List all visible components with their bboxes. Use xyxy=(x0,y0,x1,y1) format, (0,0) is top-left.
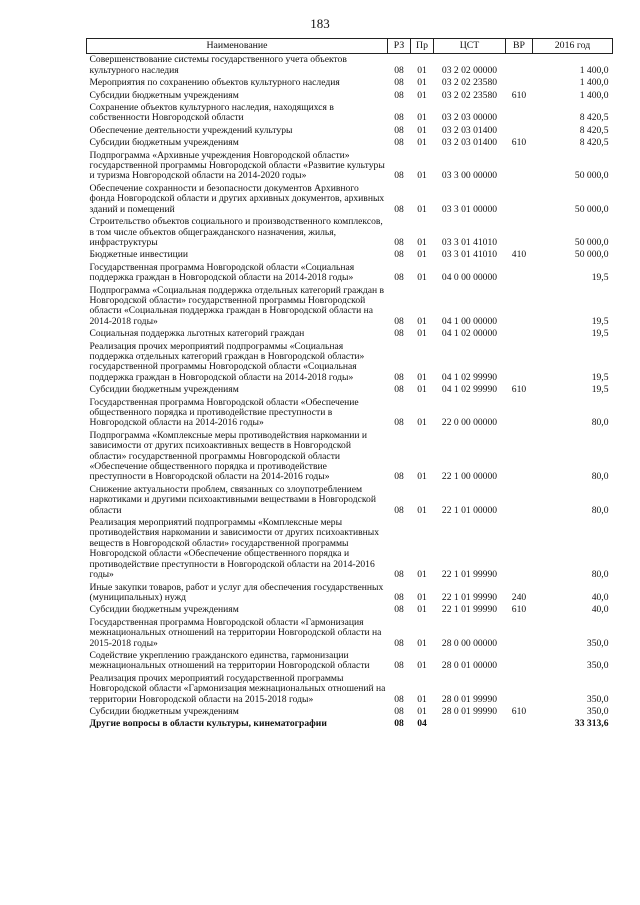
cell-sum: 350,0 xyxy=(586,705,609,717)
cell-name: Реализация мероприятий подпрограммы «Комплексные меры противодействия наркомании и зависимости от других психоактивных веществ в Новгородской области» государственной программы Новгородской области «Обеспечение общественного порядка и противодействие преступности в Новгородской области на 2014-2016 годы» xyxy=(89,517,380,581)
cell-vr: 610 xyxy=(511,604,527,616)
cell-pr: 01 xyxy=(417,272,427,284)
cell-rz: 08 xyxy=(394,328,404,340)
cell-name: Другие вопросы в области культуры, кинематографии xyxy=(89,718,327,730)
cell-vr xyxy=(506,262,533,285)
cell-pr: 01 xyxy=(417,124,427,136)
cell-rz: 08 xyxy=(394,112,404,124)
cell-sum: 33 313,6 xyxy=(574,718,609,730)
cell-pr: 01 xyxy=(417,89,427,101)
cell-sum: 1 400,0 xyxy=(579,89,609,101)
table-row xyxy=(87,137,613,149)
cell-sum: 350,0 xyxy=(586,693,609,705)
cell-name: Обеспечение сохранности и безопасности документов Архивного фонда Новгородской области и других архивных документов, архивных зданий и помещений xyxy=(89,182,385,215)
cell-rz: 08 xyxy=(394,203,404,215)
cell-pr: 04 xyxy=(417,718,427,730)
cell-rz: 08 xyxy=(394,272,404,284)
cell-name: Обеспечение деятельности учреждений культуры xyxy=(89,124,293,136)
header-cst: ЦСТ xyxy=(434,39,506,54)
cell-cst: 22 1 00 00000 xyxy=(441,471,498,483)
cell-name: Субсидии бюджетным учреждениям xyxy=(89,705,239,717)
table-row xyxy=(87,249,613,261)
cell-sum: 50 000,0 xyxy=(574,236,609,248)
cell-vr xyxy=(506,718,533,730)
cell-vr xyxy=(506,102,533,125)
cell-sum: 50 000,0 xyxy=(574,203,609,215)
page-number: 183 xyxy=(310,16,330,31)
cell-vr xyxy=(506,617,533,650)
cell-cst: 03 3 01 00000 xyxy=(441,203,498,215)
cell-vr xyxy=(506,341,533,385)
cell-cst: 03 3 01 41010 xyxy=(441,236,498,248)
cell-sum: 80,0 xyxy=(591,417,609,429)
cell-name: Совершенствование системы государственного учета объектов культурного наследия xyxy=(89,54,347,76)
table-row xyxy=(87,484,613,517)
header-pr: Пр xyxy=(411,39,434,54)
cell-vr: 610 xyxy=(511,705,527,717)
table-header-row xyxy=(87,39,613,54)
cell-name: Подпрограмма «Комплексные меры противодействия наркомании и зависимости от других психоактивных веществ в Новгородской области» государственной программы Новгородской области «Обеспечение общественного порядка и противодействие преступности в Новгородской области на 2014-2016 годы» xyxy=(89,429,368,483)
cell-vr xyxy=(506,54,533,77)
cell-cst: 03 2 02 23580 xyxy=(441,89,498,101)
cell-pr: 01 xyxy=(417,249,427,261)
cell-name: Субсидии бюджетным учреждениям xyxy=(89,384,239,396)
cell-vr xyxy=(506,216,533,249)
cell-rz: 08 xyxy=(394,591,404,603)
cell-cst: 04 1 02 99990 xyxy=(441,371,498,383)
cell-cst: 03 2 02 00000 xyxy=(441,64,498,76)
cell-sum: 350,0 xyxy=(586,637,609,649)
cell-name: Подпрограмма «Архивные учреждения Новгородской области» государственной программы Новгородской области «Развитие культуры и туризма Новгородской области на 2014-2020 годы» xyxy=(89,149,385,182)
table-row xyxy=(87,582,613,605)
cell-cst: 28 0 01 00000 xyxy=(441,660,498,672)
cell-pr: 01 xyxy=(417,637,427,649)
cell-rz: 08 xyxy=(394,471,404,483)
cell-pr: 01 xyxy=(417,660,427,672)
cell-rz: 08 xyxy=(394,77,404,89)
cell-sum: 1 400,0 xyxy=(579,77,609,89)
cell-rz: 08 xyxy=(394,660,404,672)
cell-pr: 01 xyxy=(417,504,427,516)
cell-name: Государственная программа Новгородской области «Социальная поддержка граждан в Новгородской области на 2014-2018 годы» xyxy=(89,261,355,284)
cell-sum: 80,0 xyxy=(591,504,609,516)
cell-cst: 22 1 01 00000 xyxy=(441,504,498,516)
cell-vr: 410 xyxy=(511,249,527,261)
cell-rz: 08 xyxy=(394,569,404,581)
cell-name: Строительство объектов социального и производственного комплексов, в том числе объектов общегражданского назначения, жилья, инфраструктуры xyxy=(89,216,383,248)
cell-vr: 610 xyxy=(511,384,527,396)
cell-pr: 01 xyxy=(417,77,427,89)
cell-rz: 08 xyxy=(394,315,404,327)
cell-pr: 01 xyxy=(417,705,427,717)
cell-pr: 01 xyxy=(417,137,427,149)
cell-name: Социальная поддержка льготных категорий граждан xyxy=(89,328,305,340)
table-row xyxy=(87,216,613,249)
table-row xyxy=(87,384,613,396)
cell-vr: 610 xyxy=(511,89,527,101)
cell-cst: 03 2 03 00000 xyxy=(441,112,498,124)
cell-pr: 01 xyxy=(417,236,427,248)
cell-sum: 50 000,0 xyxy=(574,170,609,182)
table-row xyxy=(87,90,613,102)
cell-pr: 01 xyxy=(417,203,427,215)
cell-sum: 19,5 xyxy=(591,371,609,383)
table-row xyxy=(87,673,613,706)
cell-rz: 08 xyxy=(394,137,404,149)
cell-cst: 04 1 02 00000 xyxy=(441,328,498,340)
table-row xyxy=(87,102,613,125)
cell-sum: 40,0 xyxy=(591,604,609,616)
cell-vr xyxy=(506,77,533,89)
cell-rz: 08 xyxy=(394,417,404,429)
table-row xyxy=(87,125,613,137)
cell-rz: 08 xyxy=(394,236,404,248)
cell-pr: 01 xyxy=(417,569,427,581)
cell-name: Содействие укреплению гражданского единства, гармонизации межнациональных отношений на территории Новгородской области xyxy=(89,649,370,672)
cell-pr: 01 xyxy=(417,64,427,76)
cell-name: Субсидии бюджетным учреждениям xyxy=(89,89,239,101)
cell-sum: 80,0 xyxy=(591,471,609,483)
cell-vr xyxy=(506,125,533,137)
cell-name: Субсидии бюджетным учреждениям xyxy=(89,137,239,149)
cell-sum: 19,5 xyxy=(591,315,609,327)
cell-rz: 08 xyxy=(394,89,404,101)
table-row xyxy=(87,706,613,718)
cell-sum: 19,5 xyxy=(591,328,609,340)
cell-name: Реализация прочих мероприятий подпрограммы «Социальная поддержка отдельных категорий граждан в Новгородской области» государственной программы Новгородской области «Социальная поддержка граждан в Новгородской области на 2014-2018 годы» xyxy=(89,340,365,383)
cell-cst: 03 3 00 00000 xyxy=(441,170,498,182)
cell-pr: 01 xyxy=(417,112,427,124)
cell-name: Государственная программа Новгородской области «Обеспечение общественного порядка и противодействие преступности в Новгородской области на 2014-2016 годы» xyxy=(89,396,359,429)
cell-pr: 01 xyxy=(417,693,427,705)
table-row xyxy=(87,328,613,340)
table-row xyxy=(87,617,613,650)
table-row xyxy=(87,77,613,89)
table-row xyxy=(87,650,613,673)
cell-cst: 03 2 03 01400 xyxy=(441,124,498,136)
cell-vr xyxy=(506,484,533,517)
cell-vr: 240 xyxy=(511,591,527,603)
cell-name: Иные закупки товаров, работ и услуг для обеспечения государственных (муниципальных) нужд xyxy=(89,581,384,603)
cell-cst: 28 0 00 00000 xyxy=(441,637,498,649)
cell-vr xyxy=(506,673,533,706)
table-row xyxy=(87,150,613,183)
cell-sum: 19,5 xyxy=(591,384,609,396)
cell-sum: 8 420,5 xyxy=(579,137,609,149)
cell-vr xyxy=(506,285,533,329)
cell-cst: 22 0 00 00000 xyxy=(441,417,498,429)
cell-rz: 08 xyxy=(394,693,404,705)
cell-name: Сохранение объектов культурного наследия, находящихся в собственности Новгородской области xyxy=(89,102,334,124)
cell-cst: 04 0 00 00000 xyxy=(441,272,498,284)
cell-rz: 08 xyxy=(394,64,404,76)
cell-cst: 22 1 01 99990 xyxy=(441,604,498,616)
cell-vr xyxy=(506,183,533,216)
cell-pr: 01 xyxy=(417,604,427,616)
table-row xyxy=(87,718,613,730)
cell-cst: 03 2 03 01400 xyxy=(441,137,498,149)
header-name: Наименование xyxy=(87,39,388,54)
cell-rz: 08 xyxy=(394,384,404,396)
table-row xyxy=(87,262,613,285)
cell-rz: 08 xyxy=(394,371,404,383)
cell-rz: 08 xyxy=(394,718,404,730)
cell-vr xyxy=(506,650,533,673)
cell-name: Субсидии бюджетным учреждениям xyxy=(89,604,239,616)
cell-cst: 22 1 01 99990 xyxy=(441,569,498,581)
cell-vr xyxy=(506,150,533,183)
table-row xyxy=(87,430,613,484)
cell-vr xyxy=(506,430,533,484)
cell-rz: 08 xyxy=(394,637,404,649)
cell-rz: 08 xyxy=(394,170,404,182)
cell-sum: 19,5 xyxy=(591,272,609,284)
cell-sum: 80,0 xyxy=(591,569,609,581)
cell-sum: 50 000,0 xyxy=(574,249,609,261)
cell-pr: 01 xyxy=(417,417,427,429)
cell-cst: 04 1 02 99990 xyxy=(441,384,498,396)
cell-pr: 01 xyxy=(417,371,427,383)
cell-vr xyxy=(506,328,533,340)
header-sum: 2016 год xyxy=(533,39,613,54)
cell-name: Подпрограмма «Социальная поддержка отдельных категорий граждан в Новгородской области» государственной программы Новгородской области «Социальная поддержка граждан в Новгородской области на 2014-2018 годы» xyxy=(89,284,385,327)
table-row xyxy=(87,341,613,385)
table-row xyxy=(87,285,613,329)
cell-sum: 40,0 xyxy=(591,591,609,603)
cell-name: Мероприятия по сохранению объектов культурного наследия xyxy=(89,77,340,89)
cell-name: Реализация прочих мероприятий государственной программы Новгородской области «Гармонизация межнациональных отношений на территории Новгородской области на 2015-2018 годы» xyxy=(89,672,386,705)
cell-rz: 08 xyxy=(394,705,404,717)
cell-cst: 03 3 01 41010 xyxy=(441,249,498,261)
cell-name: Снижение актуальности проблем, связанных со злоупотреблением наркотиками и другими психоактивными веществами в Новгородской области xyxy=(89,483,376,516)
header-vr: ВР xyxy=(506,39,533,54)
cell-pr: 01 xyxy=(417,170,427,182)
cell-pr: 01 xyxy=(417,591,427,603)
cell-sum: 8 420,5 xyxy=(579,124,609,136)
cell-sum: 350,0 xyxy=(586,660,609,672)
cell-cst: 03 2 02 23580 xyxy=(441,77,498,89)
cell-vr xyxy=(506,397,533,430)
table-row xyxy=(87,397,613,430)
cell-rz: 08 xyxy=(394,604,404,616)
cell-vr: 610 xyxy=(511,137,527,149)
cell-cst: 28 0 01 99990 xyxy=(441,705,498,717)
cell-rz: 08 xyxy=(394,249,404,261)
cell-rz: 08 xyxy=(394,124,404,136)
cell-pr: 01 xyxy=(417,328,427,340)
cell-pr: 01 xyxy=(417,384,427,396)
header-rz: РЗ xyxy=(388,39,411,54)
cell-pr: 01 xyxy=(417,315,427,327)
table-row xyxy=(87,604,613,616)
cell-name: Государственная программа Новгородской области «Гармонизация межнациональных отношений на территории Новгородской области на 2015-2018 годы» xyxy=(89,616,382,649)
cell-sum: 8 420,5 xyxy=(579,112,609,124)
cell-cst: 04 1 00 00000 xyxy=(441,315,498,327)
table-row xyxy=(87,183,613,216)
budget-table xyxy=(86,38,613,731)
cell-vr xyxy=(506,517,533,581)
table-row xyxy=(87,517,613,581)
table-row xyxy=(87,54,613,77)
cell-name: Бюджетные инвестиции xyxy=(89,249,188,261)
cell-cst: 22 1 01 99990 xyxy=(441,591,498,603)
cell-cst xyxy=(434,718,506,730)
cell-cst: 28 0 01 99990 xyxy=(441,693,498,705)
cell-pr: 01 xyxy=(417,471,427,483)
cell-rz: 08 xyxy=(394,504,404,516)
cell-sum: 1 400,0 xyxy=(579,64,609,76)
